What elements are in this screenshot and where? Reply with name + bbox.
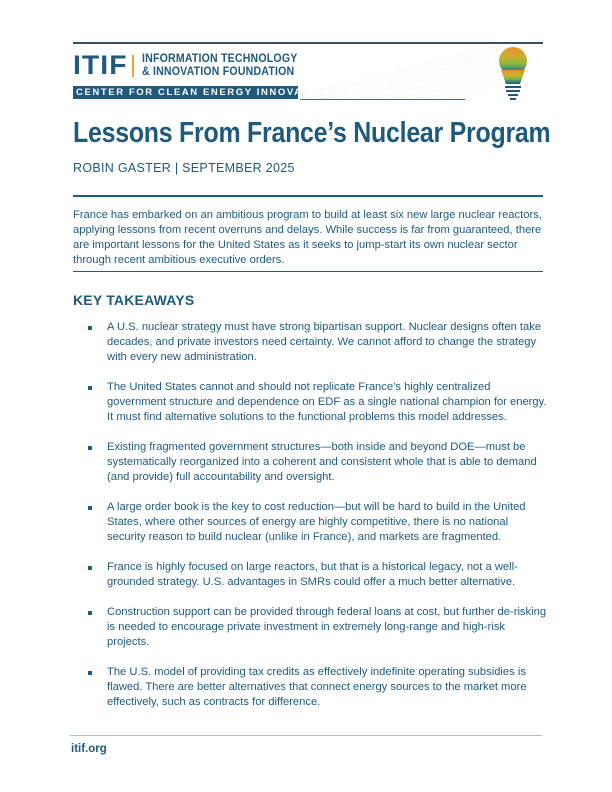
bullet-icon	[88, 386, 92, 390]
logo-abbreviation: ITIF	[73, 50, 128, 80]
footer-website-link[interactable]: itif.org	[71, 743, 107, 755]
key-takeaways-heading: KEY TAKEAWAYS	[73, 292, 195, 308]
takeaway-item	[88, 560, 548, 590]
bullet-icon	[88, 326, 92, 330]
takeaway-item	[88, 500, 548, 545]
logo-name-line1: INFORMATION TECHNOLOGY	[142, 53, 298, 65]
byline: ROBIN GASTER | SEPTEMBER 2025	[73, 161, 295, 175]
takeaway-item	[88, 320, 548, 365]
takeaway-item	[88, 380, 548, 425]
takeaway-item	[88, 605, 548, 650]
bullet-icon	[88, 506, 92, 510]
bullet-icon	[88, 566, 92, 570]
lightbulb-icon	[494, 46, 532, 102]
bullet-icon	[88, 671, 92, 675]
logo-divider	[132, 55, 134, 77]
bullet-icon	[88, 446, 92, 450]
takeaway-text: Construction support can be provided through federal loans at cost, but further de-risking is needed to encourage private investment in extremely long-range and high-risk projects.	[107, 606, 547, 648]
takeaway-text: The U.S. model of providing tax credits as effectively indefinite operating subsidies is flawed. There are better alternatives that connect energy sources to the market more effectively, such as contracts for difference.	[107, 666, 527, 708]
takeaway-item	[88, 440, 548, 485]
footer-divider	[70, 735, 542, 736]
title-divider	[73, 195, 543, 197]
summary-divider	[73, 271, 543, 272]
key-takeaways-list	[88, 320, 548, 725]
header-bottom-rule	[300, 99, 465, 100]
takeaway-text: Existing fragmented government structures—both inside and beyond DOE—must be systematically reorganized into a coherent and consistent whole that is able to demand (and provide) full accountability and oversight.	[107, 441, 537, 483]
takeaway-text: A large order book is the key to cost reduction—but will be hard to build in the United States, where other sources of energy are highly competitive, there is no national security reason to build nuclear (unlike in France), and markets are fragmented.	[107, 501, 526, 543]
document-title: Lessons From France’s Nuclear Program	[73, 117, 551, 149]
takeaway-item	[88, 665, 548, 710]
logo-center-banner: CENTER FOR CLEAN ENERGY INNOVATION	[73, 86, 298, 99]
takeaway-text: France is highly focused on large reactors, but that is a historical legacy, not a well-grounded strategy. U.S. advantages in SMRs could offer a much better alternative.	[107, 561, 518, 588]
logo-name-line2: & INNOVATION FOUNDATION	[142, 66, 295, 78]
takeaway-text: A U.S. nuclear strategy must have strong bipartisan support. Nuclear designs often take decades, and private investors need certainty. We cannot afford to change the strategy with every new administration.	[107, 321, 542, 363]
bullet-icon	[88, 611, 92, 615]
takeaway-text: The United States cannot and should not replicate France’s highly centralized government structure and dependence on EDF as a single national champion for energy. It must find alternative solutions to the functional problems this model addresses.	[107, 381, 547, 423]
summary-paragraph: France has embarked on an ambitious program to build at least six new large nuclear reactors, applying lessons from recent overruns and delays. While success is far from guaranteed, there are important lessons for the United States as it seeks to jump-start its own nuclear sector through recent ambitious executive orders.	[73, 209, 542, 266]
